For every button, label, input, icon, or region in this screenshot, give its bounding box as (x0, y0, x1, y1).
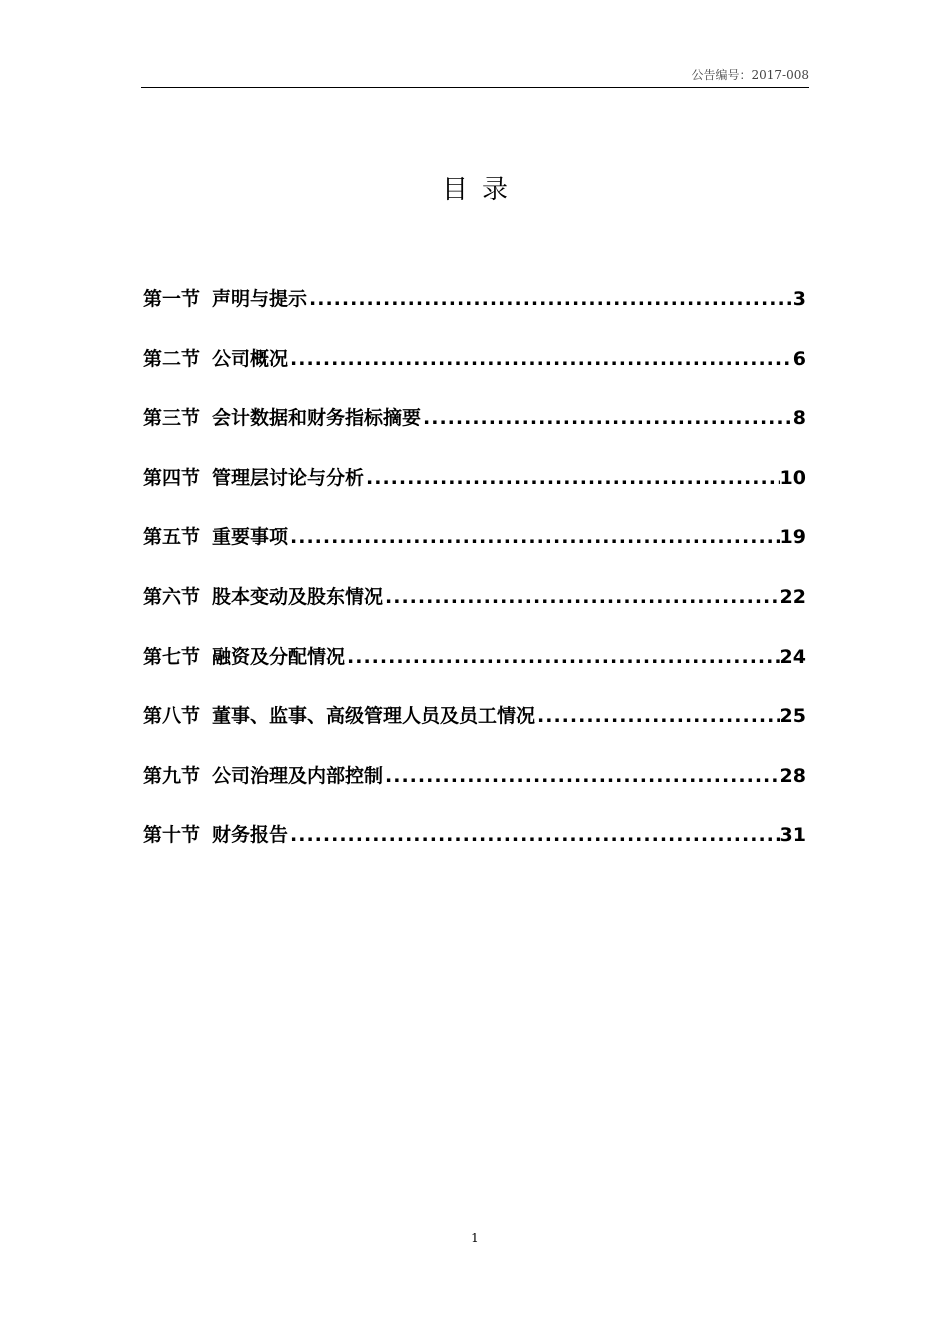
header-divider (141, 87, 809, 88)
page-number: 1 (471, 1231, 479, 1245)
toc-section-number: 第十节 (143, 824, 201, 847)
toc-section-number: 第三节 (143, 407, 201, 430)
toc-page-number: 8 (792, 407, 806, 430)
toc-section-number: 第七节 (143, 645, 201, 668)
toc-entry[interactable] (143, 460, 806, 520)
toc-section-number: 第八节 (143, 705, 201, 728)
table-of-contents (143, 281, 806, 877)
toc-entry[interactable] (143, 758, 806, 818)
toc-entry[interactable] (143, 400, 806, 460)
toc-section-name: 融资及分配情况 (212, 645, 346, 668)
toc-entry[interactable] (143, 281, 806, 341)
toc-section-name: 会计数据和财务指标摘要 (212, 407, 422, 430)
toc-dot-leader (364, 460, 780, 496)
toc-section-number: 第四节 (143, 466, 201, 489)
toc-page-number: 10 (779, 466, 806, 489)
toc-dot-leader (288, 341, 793, 377)
toc-dot-leader (383, 579, 780, 615)
toc-section-number: 第一节 (143, 288, 201, 310)
toc-section-name: 公司概况 (212, 347, 289, 370)
toc-title: 目录 (441, 175, 522, 205)
toc-section-name: 公司治理及内部控制 (212, 764, 384, 787)
toc-section-number: 第五节 (143, 526, 201, 549)
toc-section-number: 第六节 (143, 585, 201, 608)
notice-number: 公告编号：2017-008 (691, 68, 809, 82)
toc-section-name: 声明与提示 (212, 288, 308, 310)
toc-page-number: 3 (792, 288, 806, 310)
toc-page-number: 6 (792, 347, 806, 370)
toc-entry[interactable] (143, 579, 806, 639)
toc-dot-leader (383, 758, 780, 794)
toc-section-name: 管理层讨论与分析 (212, 466, 365, 489)
toc-entry[interactable] (143, 639, 806, 699)
toc-dot-leader (535, 698, 780, 734)
toc-dot-leader (345, 639, 780, 675)
toc-page-number: 22 (779, 585, 806, 608)
toc-page-number: 28 (779, 764, 806, 787)
toc-section-name: 董事、监事、高级管理人员及员工情况 (212, 705, 536, 728)
toc-dot-leader (421, 400, 793, 436)
toc-dot-leader (288, 519, 780, 555)
toc-entry[interactable] (143, 341, 806, 401)
toc-entry[interactable] (143, 817, 806, 877)
toc-entry[interactable] (143, 519, 806, 579)
toc-section-name: 财务报告 (212, 824, 289, 847)
toc-section-number: 第二节 (143, 347, 201, 370)
toc-page-number: 24 (779, 645, 806, 668)
toc-page-number: 19 (779, 526, 806, 549)
toc-section-name: 重要事项 (212, 526, 289, 549)
toc-section-name: 股本变动及股东情况 (212, 585, 384, 608)
toc-dot-leader (307, 281, 793, 317)
toc-entry[interactable] (143, 698, 806, 758)
toc-page-number: 25 (779, 705, 806, 728)
toc-dot-leader (288, 817, 780, 853)
toc-section-number: 第九节 (143, 764, 201, 787)
toc-page-number: 31 (779, 824, 806, 847)
